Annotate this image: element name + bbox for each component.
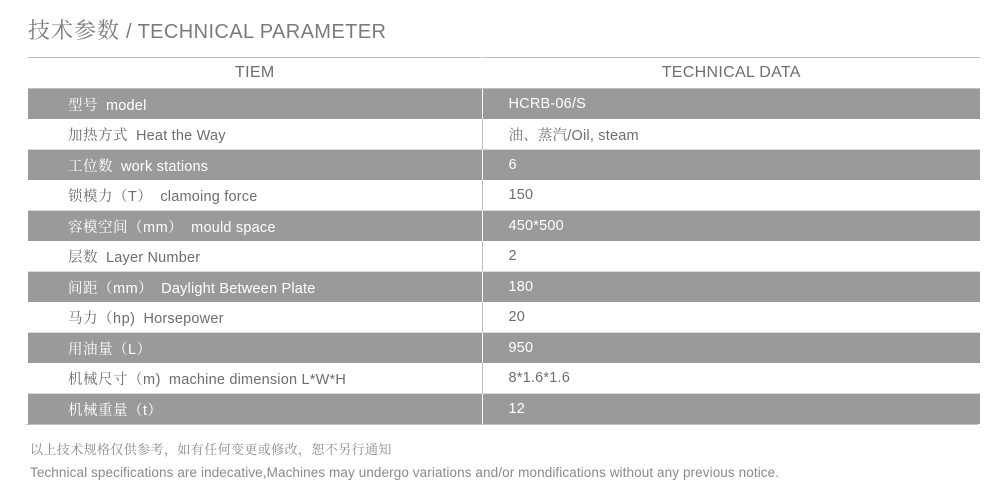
table-row — [28, 394, 980, 425]
page-title-cn: 技术参数 — [28, 18, 121, 43]
table-row — [28, 241, 980, 272]
item-label-cn: 机械尺寸（m) — [68, 371, 161, 388]
table-cell-value: HCRB-06/S — [482, 89, 980, 120]
item-label-cn: 用油量（L） — [68, 341, 152, 358]
item-label-en: Horsepower — [143, 310, 224, 327]
table-row — [28, 333, 980, 364]
item-label-en: mould space — [191, 219, 276, 236]
technical-parameter-table — [28, 57, 980, 424]
page-title-en: / TECHNICAL PARAMETER — [126, 21, 387, 43]
item-label-cn: 层数 — [68, 249, 98, 266]
item-label-cn: 型号 — [68, 97, 98, 114]
table-row — [28, 302, 980, 333]
page-title — [24, 14, 976, 45]
item-label-en: Heat the Way — [136, 127, 226, 144]
item-label-cn: 马力（hp) — [68, 310, 136, 327]
spec-table-wrapper — [26, 57, 978, 425]
item-label-en: machine dimension L*W*H — [168, 371, 346, 388]
table-header-data: TECHNICAL DATA — [482, 58, 980, 89]
footnote-cn: 以上技术规格仅供参考，如有任何变更或修改，恕不另行通知 — [30, 442, 392, 457]
item-label-cn: 间距（mm） — [68, 280, 154, 297]
table-cell-value: 150 — [482, 180, 980, 211]
table-cell-value: 950 — [482, 333, 980, 364]
table-cell-value: 油、蒸汽/Oil, steam — [482, 119, 980, 150]
item-label-cn: 锁模力（T） — [68, 188, 153, 205]
table-row — [28, 89, 980, 120]
table-cell-item — [28, 333, 482, 364]
footnote-en: Technical specifications are indecative,Machines may undergo variations and/or mondifications without any previous notice. — [30, 465, 780, 480]
table-row — [28, 363, 980, 394]
table-cell-item — [28, 302, 482, 333]
table-cell-item — [28, 241, 482, 272]
table-cell-value: 8*1.6*1.6 — [482, 363, 980, 394]
table-cell-value: 180 — [482, 272, 980, 303]
table-cell-item — [28, 211, 482, 242]
item-label-en: clamoing force — [160, 188, 258, 205]
table-cell-value: 12 — [482, 394, 980, 425]
table-body — [28, 89, 980, 425]
item-label-en: Daylight Between Plate — [161, 280, 316, 297]
item-label-cn: 工位数 — [68, 158, 113, 175]
item-label-en: Layer Number — [106, 249, 201, 266]
table-cell-item — [28, 272, 482, 303]
item-label-cn: 容模空间（mm） — [68, 219, 184, 236]
table-cell-value: 6 — [482, 150, 980, 181]
table-row — [28, 272, 980, 303]
table-cell-item — [28, 89, 482, 120]
table-cell-value: 20 — [482, 302, 980, 333]
table-row — [28, 119, 980, 150]
table-header-item: TIEM — [28, 58, 482, 89]
table-cell-item — [28, 180, 482, 211]
table-cell-item — [28, 394, 482, 425]
item-label-cn: 加热方式 — [68, 127, 128, 144]
table-cell-item — [28, 363, 482, 394]
table-cell-value: 2 — [482, 241, 980, 272]
table-row — [28, 211, 980, 242]
table-row — [28, 150, 980, 181]
table-row — [28, 180, 980, 211]
footnotes — [24, 439, 976, 480]
item-label-en: model — [106, 97, 147, 114]
item-label-cn: 机械重量（t） — [68, 402, 163, 419]
item-label-en: work stations — [121, 158, 209, 175]
table-header — [28, 58, 980, 89]
table-header-row — [28, 58, 980, 89]
table-cell-item — [28, 119, 482, 150]
table-cell-value: 450*500 — [482, 211, 980, 242]
table-cell-item — [28, 150, 482, 181]
